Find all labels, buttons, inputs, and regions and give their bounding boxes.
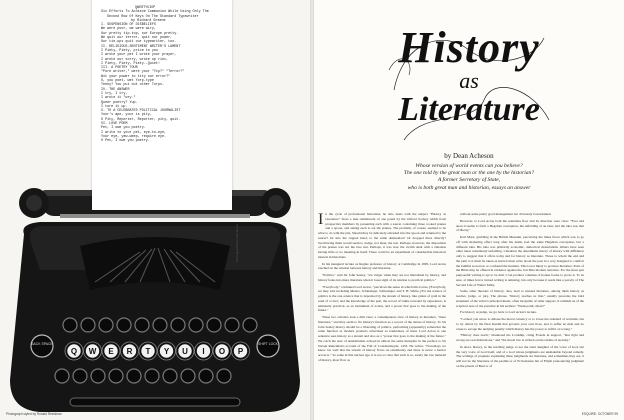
shift-lock-label: SHIFT LOCK <box>258 342 278 346</box>
body-column-right <box>456 212 584 371</box>
poem-line: O Pet, I owe you poetry. <box>101 139 150 144</box>
poem-line: I wrote it "wry." <box>101 96 136 101</box>
body-paragraph: Karl Marx, grubbing in the British Museum, perceiving the times flows which was to go off with shattering effect long after his death, had the same Hegelian conception, but a different idea. His idea was primarily economic, dialectical materialism. Others have seen other ideas relentlessly unfolding. I mention the determinist theory of history with diffidence only to suggest that it offers today and for history as literature. Those to whom the end and the path to it must be taken as known must write about the past in a way designed to comfort the faithful as narrow or confound the heathen. This is not likely to produce literature. Parts of the Bible may be offered in evidence against me, but little modern narrative. For the most part purposeful writing is apt to be dull. I can produce volumes of honest books to prove it. To be sure, at times fervor turned writing is amusing, but only because it reads like a parody of The Second Life of Walter Mitty. <box>456 235 584 287</box>
key-label: Q <box>70 347 78 356</box>
key-w <box>84 342 102 360</box>
side-photo-credit: Photographed by Ron Bosse <box>235 223 239 262</box>
poem-line: Teeny? You put out other Torps. <box>101 83 165 88</box>
poem-line: Queer poetry? Yup. <box>101 100 138 105</box>
poem-line: I wrote our sorry, wrote up riot, <box>101 57 169 62</box>
footer-folio: ESQUIRE: OCTOBER 99 <box>581 412 618 416</box>
typewritten-poem-sheet <box>92 0 232 210</box>
key-q <box>65 342 83 360</box>
body-paragraph: For history as judge, we go back to Lord Acton's lecture. <box>460 310 537 315</box>
body-column-left <box>318 212 446 365</box>
body-paragraph: These two scholars took a dim view; a contemptuous view of history as literature, "mere literature," and they seem to fix history's function as a record of the nature of history. To Sir John Seeley history should be a liberating of politics, performing (apparently) somewhat the same function as modern products advertised as tenderizers of meat. Lord Acton is one sentence sees history as a stream and also as a "power that goes to the making of the future." We catch the note of determinism, echoed in almost the same metaphor in the preface to Sir Steven Runciman's account of the Fall of Constantinople, 1453. He writes, "Nowadays we know too well that the stream of history flows on relentlessly and there is never a barrier across it." To some in this nuclear age, it is not so clear that such is so, surely the raw material of history, most flow as <box>318 315 446 362</box>
poem-line: "Pure writer," were your "Yip?" "Terror?" <box>101 70 185 75</box>
key-label: E <box>108 347 114 356</box>
key-t <box>139 342 157 360</box>
backspace-label: BACK SPACE <box>31 342 53 346</box>
poem-line: Our pretty tip-top, our Europe pretty. <box>101 31 179 36</box>
title-word-as: as <box>459 68 479 93</box>
poem-line: Second Row Of Keys On The Standard Typewriter <box>107 14 199 19</box>
body-paragraph: "History does teach," thundered his Lordship, citing Froude in support, "that right and wrong are real distinctions," and "the moral law is written on the tablets of eternity." <box>456 333 584 342</box>
key-e <box>102 342 120 360</box>
author-byline: by Dean Acheson <box>444 152 494 160</box>
body-paragraph: In his inaugural lecture as Regius professor of history at Cambridge in 1895, Lord Acton touched on the relation between history and literature. <box>318 261 446 271</box>
poem-line: We were poor, we were wiry, <box>101 27 156 32</box>
body-paragraph: "Everybody," continued Lord Acton, "perceives the sense in which this is true. [Everybody, we may add, including Messrs. Schlesinger, Schlesinger, and T. H. White.] For the science of politics is the one science that is deposited by the stream of history, like grains of gold in the sand of a river; and the knowledge of the past, the record of truths revealed by experience, is eminently practical, as an instrument of action, and a power that goes to the making of the future." <box>318 284 446 313</box>
poem-heading: III. A POETRY TOUR <box>101 66 138 71</box>
poem-line: I Piety, Piety, Piety--Quiet! <box>101 61 161 66</box>
poem-line: Pet, I owe you poetry. <box>101 126 146 131</box>
deck-line: A former Secretary of State, <box>437 177 501 184</box>
left-column-paragraphs <box>318 212 446 363</box>
drop-cap: I <box>318 211 324 228</box>
poem-line: Our tie-ups quit our typewriter, too. <box>101 40 177 45</box>
poem-line: Wit your power to tity our error?" <box>101 74 171 79</box>
footer-left-credit: Photograph styled by Ronald Reedman <box>6 412 62 416</box>
poem-heading: VI. LOVE POEM <box>101 122 128 127</box>
poem-heading: II. RELIGIOUS-SENTIMENT WRITER'S LAMENT <box>101 44 181 49</box>
key-o <box>213 342 231 360</box>
key-label: P <box>237 347 244 356</box>
body-paragraph: n the cycle of professional historians, he who deals with the subject "History as Literature" faces a task reminiscent of one posed by the Oxford Society which from prospective members by presenting each with a saucer containing three cooked prunes and a spoon, and asking each to eat the prunes. The problem, of course, seemed to be what to do with the pits. Should they be delicately extruded into the spoon and returned to the saucer? Or into the cupped hand, to the same destination? Or dropped there directly? Swallowing them would seem to dodge, not meet, the test. Perhaps, however, the disposition of the prunes was not the true test. Perhaps, it was how the victim dealt with a situation having little or no meaning in itself. There could be an experiment of considerable historical interest in historians. <box>318 212 446 259</box>
poem-line: Your eye, yew-weep, require eye. <box>101 134 167 139</box>
key-label: O <box>218 347 226 356</box>
key-u <box>176 342 194 360</box>
deck-line: The one told by the great man or the one by the historian? <box>403 170 535 177</box>
poem-line: Your's ape, your is pity, <box>101 113 152 118</box>
poem-line: Six Efforts To Achieve Communion While Using Only The <box>101 10 209 15</box>
poem-line: I Piety, Piety, price to you <box>101 48 158 53</box>
body-paragraph: In short, history, as the teaching judge, is not the stern daughter of the voice of God, but the very voice of God itself, and of a God whose judgments are unshakable beyond remedy. The writings of prophets explaining these judgments are literature, and sometimes they are, it will not be the literature of the psalms or of Ecclesiastes but of Elijah pronouncing judgment on the priests of Baal or of <box>456 344 584 368</box>
title-word-literature: Literature <box>398 91 540 128</box>
poem-line: I try, I try, <box>101 91 128 96</box>
poem-line: We quit our terror, quit our power, <box>101 36 173 41</box>
key-r <box>121 342 139 360</box>
body-paragraph: However, to Lord Acton both the relentless flow and its direction were clear: "Ever and anon it seems to form a Hegelian conception, the unfolding of an idea; and the idea was that of liberty." <box>456 218 584 233</box>
key-label: I <box>202 347 205 356</box>
title-word-history: History <box>398 23 540 72</box>
right-column-paragraphs <box>456 212 584 369</box>
poem-heading: IV. THE ANSWER <box>101 87 130 92</box>
key-label: T <box>145 347 151 356</box>
poem-line: O, you poet, wet Yorp-type <box>101 79 154 84</box>
key-label: Y <box>163 347 170 356</box>
poem-lines <box>101 6 224 144</box>
poem-heading: QWERTYUIOP <box>135 6 156 10</box>
key-label: R <box>126 347 133 356</box>
key-y <box>158 342 176 360</box>
left-page <box>0 0 310 420</box>
key-label: U <box>182 347 188 356</box>
deck-line: Whose version of world events can you believe? <box>415 163 523 169</box>
key-label: W <box>88 347 97 356</box>
article-deck <box>374 163 564 192</box>
poem-heading: V. TO A CELEBRATED POLITICAL JOURNALIST <box>101 109 181 114</box>
right-page <box>314 0 624 420</box>
body-paragraph: "Politics," said Sir John Seeley, "are vulgar when they are not liberalized by history, and history fades into mere literature when it loses sight of its relation to practical politics." <box>318 273 446 282</box>
poem-line: I tore it up. <box>101 104 128 109</box>
poem-heading: I. SUSPENSION OF DISBELIEFS <box>101 23 156 28</box>
key-i <box>195 342 213 360</box>
poem-line: I wrote your pet I wrote your prayer, <box>101 53 177 58</box>
body-paragraph: without some pretty good management not obviously foreordained. <box>460 212 552 216</box>
backspace-key <box>31 335 53 357</box>
deck-line: who is both great man and historian, essays an answer <box>407 184 531 191</box>
body-paragraph: "I exhort you never to debase the moral currency or to lower the standard of rectitude, but to try others by the final maxim that governs your own lives, and to suffer no man and no cause to escape the undying penalty which history has the power to inflict on wrong." <box>456 317 584 331</box>
poem-line: O Pity, Reporter, Reporter, pity, quit. <box>101 117 181 122</box>
article-title <box>314 23 624 128</box>
shift-lock-key <box>257 335 279 357</box>
poem-line: I write to your pet, eye-to-eye, <box>101 130 167 135</box>
body-paragraph: Some other theories of history, also, lead to stunted literature, among them history as teacher, judge, or jury. The phrase, "history teaches us that," usually precedes the bald statement of the writer's principal thesis, often incapable of other support. It reminds us of the sceptical note of the preacher in his sermon: "Weak point; shout!" <box>456 289 584 308</box>
poem-line: by Richard Greene <box>131 18 166 23</box>
key-p <box>232 342 250 360</box>
